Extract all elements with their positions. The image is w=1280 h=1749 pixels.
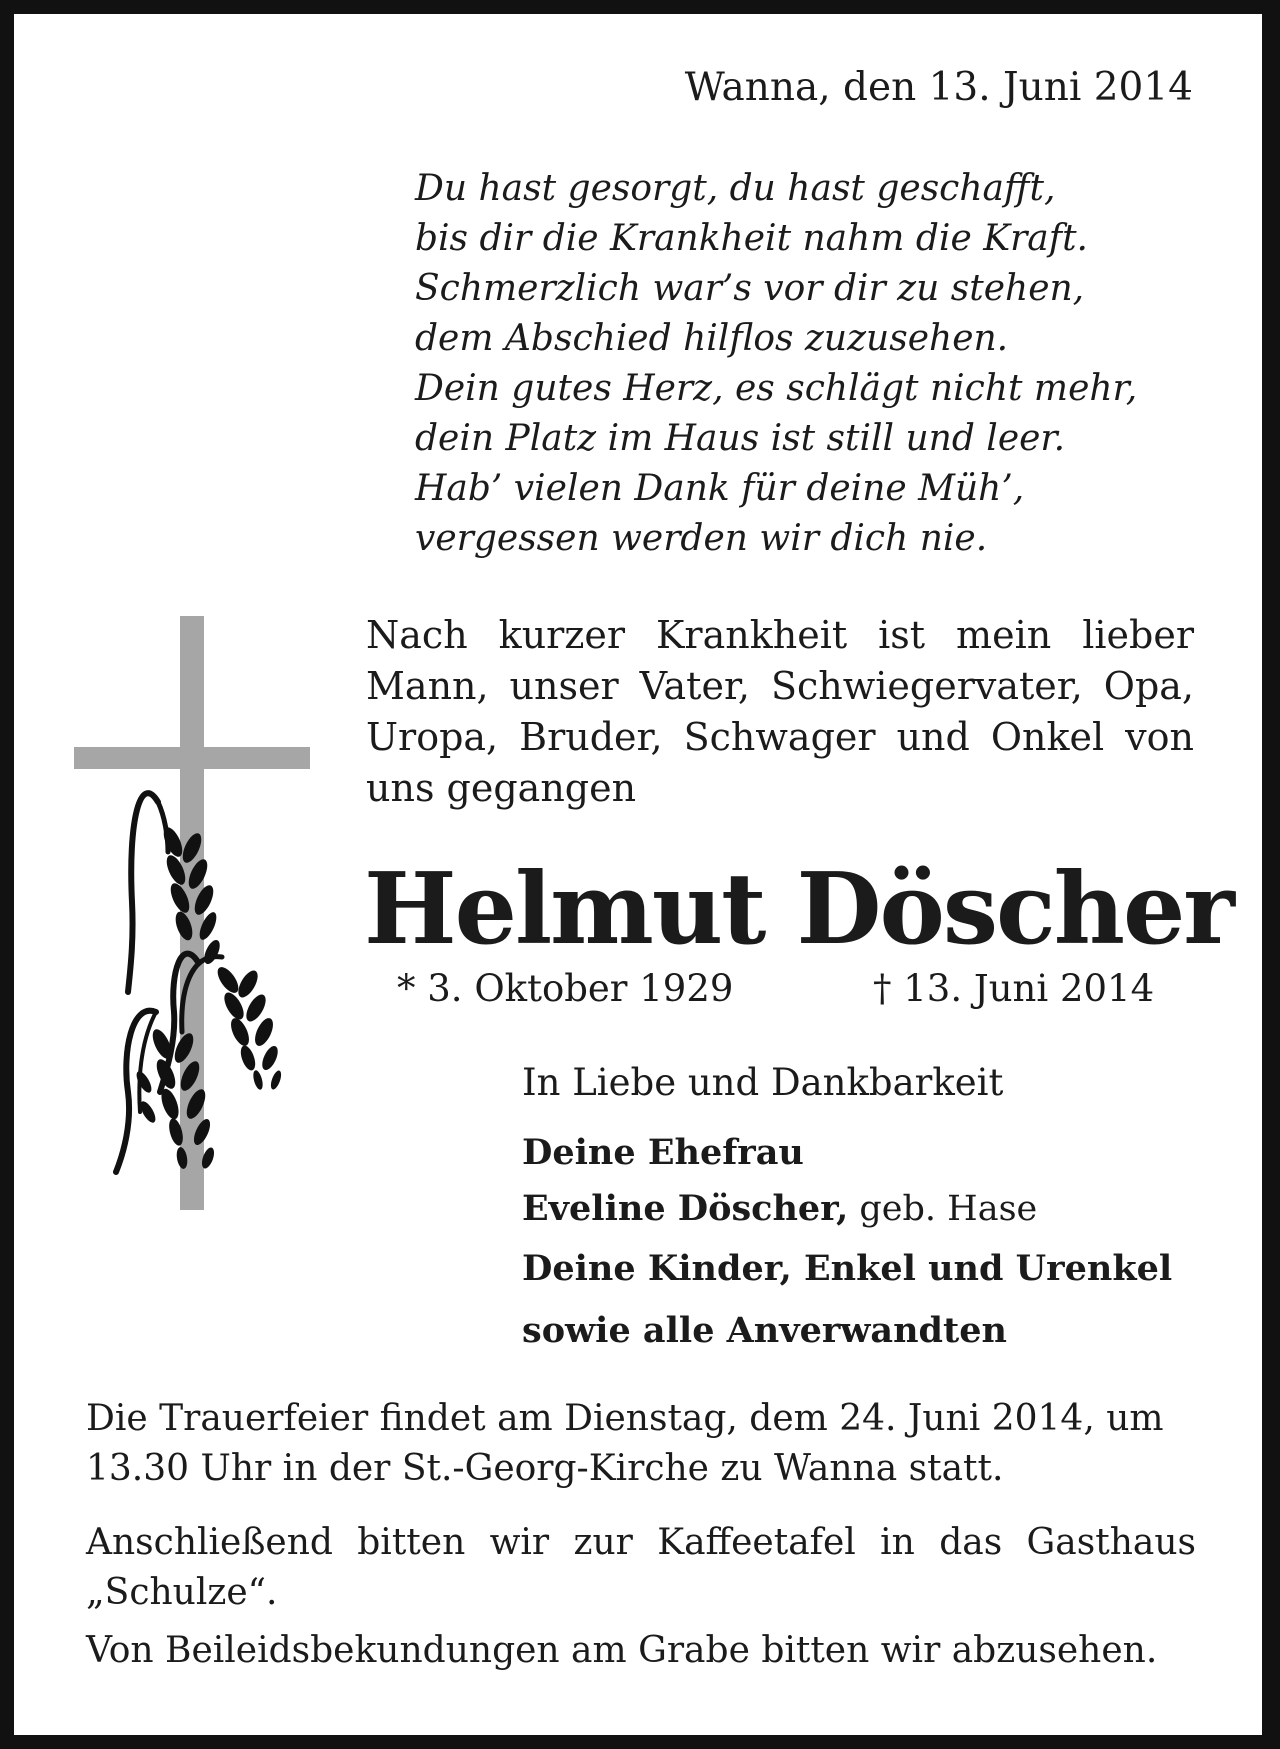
maiden-name: geb. Hase bbox=[848, 1189, 1038, 1229]
funeral-line: Die Trauerfeier findet am Dienstag, dem 24. Juni 2014, um bbox=[86, 1398, 1164, 1439]
poem-line: dein Platz im Haus ist still und leer. bbox=[415, 418, 1066, 459]
mourner-line: sowie alle Anverwandten bbox=[522, 1310, 1007, 1351]
funeral-line: 13.30 Uhr in der St.-Georg-Kirche zu Wanna statt. bbox=[86, 1448, 1004, 1489]
memorial-poem bbox=[415, 164, 1137, 564]
poem-line: Schmerzlich war’s vor dir zu stehen, bbox=[415, 268, 1085, 309]
mourner-name: Eveline Döscher, bbox=[522, 1188, 849, 1229]
announcement-line: uns gegangen bbox=[366, 766, 637, 810]
reception-info bbox=[86, 1518, 1196, 1618]
poem-line: Dein gutes Herz, es schlägt nicht mehr, bbox=[415, 368, 1138, 409]
announcement-line: Nach kurzer Krankheit ist mein lieber bbox=[366, 613, 1194, 657]
birth-date: * 3. Oktober 1929 bbox=[397, 967, 734, 1010]
place-and-date: Wanna, den 13. Juni 2014 bbox=[684, 65, 1193, 110]
cross-icon bbox=[74, 616, 310, 1210]
mourners-intro: In Liebe und Dankbarkeit bbox=[522, 1061, 1004, 1104]
mourner-line: Deine Ehefrau bbox=[522, 1132, 804, 1173]
poem-line: bis dir die Krankheit nahm die Kraft. bbox=[415, 218, 1088, 259]
condolences-line: Von Beileidsbekundungen am Grabe bitten wir abzusehen. bbox=[86, 1630, 1158, 1671]
deceased-name: Helmut Döscher bbox=[364, 852, 1233, 967]
announcement-line: Mann, unser Vater, Schwiegervater, Opa, bbox=[366, 664, 1194, 708]
funeral-service-info bbox=[86, 1394, 1196, 1494]
wheat-grains-icon bbox=[134, 825, 284, 1171]
death-date: † 13. Juni 2014 bbox=[873, 967, 1155, 1010]
poem-line: Du hast gesorgt, du hast geschafft, bbox=[415, 168, 1056, 209]
mourners-list bbox=[522, 1127, 1172, 1363]
mourner-line: Deine Kinder, Enkel und Urenkel bbox=[522, 1248, 1173, 1289]
reception-line: „Schulze“. bbox=[86, 1572, 278, 1613]
reception-line: Anschließend bitten wir zur Kaffeetafel in das Gasthaus bbox=[86, 1522, 1196, 1563]
poem-line: vergessen werden wir dich nie. bbox=[415, 518, 988, 559]
poem-line: Hab’ vielen Dank für deine Müh’, bbox=[415, 468, 1025, 509]
poem-line: dem Abschied hilflos zuzusehen. bbox=[415, 318, 1009, 359]
death-announcement bbox=[366, 610, 1194, 814]
cross-with-wheat-icon bbox=[70, 612, 320, 1212]
condolences-note bbox=[86, 1626, 1196, 1676]
announcement-line: Uropa, Bruder, Schwager und Onkel von bbox=[366, 715, 1194, 759]
